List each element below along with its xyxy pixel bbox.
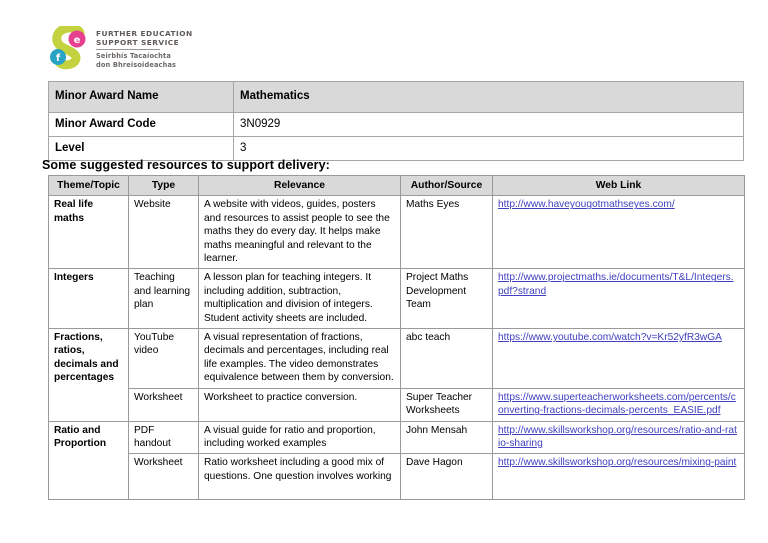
column-header-author: Author/Source bbox=[401, 176, 493, 196]
column-header-theme: Theme/Topic bbox=[49, 176, 129, 196]
cell-theme: Ratio and Proportion bbox=[49, 421, 129, 500]
weblink-4[interactable]: https://www.superteacherworksheets.com/percents/converting-fractions-decimals-percents_EASIE.pdf bbox=[498, 391, 736, 417]
logo-line-3: Seirbhís Tacaíochta bbox=[96, 52, 171, 61]
svg-text:f: f bbox=[55, 53, 61, 64]
cell-relevance: Worksheet to practice conversion. bbox=[199, 388, 401, 421]
award-level-value: 3 bbox=[234, 137, 744, 161]
logo-wordmark bbox=[96, 27, 193, 70]
cell-relevance: A visual guide for ratio and proportion, including worked examples bbox=[199, 421, 401, 454]
cell-relevance: A website with videos, guides, posters and resources to assist people to see the maths they do every day. It helps make maths meaningful and relevant to the learner. bbox=[199, 196, 401, 269]
cell-weblink bbox=[493, 421, 745, 454]
award-name-label: Minor Award Name bbox=[49, 82, 234, 113]
cell-weblink bbox=[493, 196, 745, 269]
cell-type: Teaching and learning plan bbox=[129, 269, 199, 329]
cell-relevance: Ratio worksheet including a good mix of questions. One question involves working bbox=[199, 454, 401, 500]
table-row bbox=[49, 454, 745, 500]
award-name-value: Mathematics bbox=[234, 82, 744, 113]
cell-weblink bbox=[493, 454, 745, 500]
column-header-type: Type bbox=[129, 176, 199, 196]
weblink-1[interactable]: http://www.haveyougotmathseyes.com/ bbox=[498, 199, 675, 211]
cell-author: John Mensah bbox=[401, 421, 493, 454]
award-code-value: 3N0929 bbox=[234, 113, 744, 137]
weblink-6[interactable]: http://www.skillsworkshop.org/resources/mixing-paint bbox=[498, 457, 737, 469]
logo-line-4: don Bhreisoideachas bbox=[96, 60, 177, 69]
weblink-5[interactable]: http://www.skillsworkshop.org/resources/ratio-and-ratio-sharing bbox=[498, 424, 737, 449]
column-header-weblink: Web Link bbox=[493, 176, 745, 196]
cell-theme: Real life maths bbox=[49, 196, 129, 269]
logo-line-1: FURTHER EDUCATION bbox=[96, 28, 193, 38]
table-row bbox=[49, 113, 744, 137]
cell-theme: Fractions, ratios, decimals and percentages bbox=[49, 329, 129, 421]
organisation-logo bbox=[46, 26, 193, 70]
cell-author: abc teach bbox=[401, 329, 493, 389]
suggested-resources-table bbox=[48, 175, 745, 500]
award-details-table bbox=[48, 81, 744, 161]
table-row bbox=[49, 137, 744, 161]
table-header-row bbox=[49, 176, 745, 196]
logo-divider bbox=[96, 49, 160, 50]
cell-type: Worksheet bbox=[129, 388, 199, 421]
cell-type: YouTube video bbox=[129, 329, 199, 389]
cell-author: Project Maths Development Team bbox=[401, 269, 493, 329]
award-level-label: Level bbox=[49, 137, 234, 161]
svg-text:e: e bbox=[73, 35, 81, 46]
table-row bbox=[49, 269, 745, 329]
logo-mark-icon bbox=[46, 26, 92, 70]
cell-relevance: A lesson plan for teaching integers. It including addition, subtraction, multiplication and division of integers. Student activity sheets are included. bbox=[199, 269, 401, 329]
cell-relevance: A visual representation of fractions, decimals and percentages, including real life examples. The video demonstrates equivalence between them by conversion. bbox=[199, 329, 401, 389]
table-row bbox=[49, 329, 745, 389]
cell-weblink bbox=[493, 388, 745, 421]
table-row bbox=[49, 196, 745, 269]
award-code-label: Minor Award Code bbox=[49, 113, 234, 137]
table-row bbox=[49, 82, 744, 113]
page-title: Some suggested resources to support delivery: bbox=[42, 158, 330, 172]
weblink-3[interactable]: https://www.youtube.com/watch?v=Kr52yfR3wGA bbox=[498, 332, 722, 344]
cell-type: Worksheet bbox=[129, 454, 199, 500]
logo-line-2: SUPPORT SERVICE bbox=[96, 37, 180, 47]
cell-theme: Integers bbox=[49, 269, 129, 329]
weblink-2[interactable]: http://www.projectmaths.ie/documents/T&L/Integers.pdf?strand bbox=[498, 272, 734, 297]
cell-author: Super Teacher Worksheets bbox=[401, 388, 493, 421]
table-row bbox=[49, 388, 745, 421]
cell-author: Maths Eyes bbox=[401, 196, 493, 269]
cell-type: PDF handout bbox=[129, 421, 199, 454]
table-row bbox=[49, 421, 745, 454]
cell-weblink bbox=[493, 329, 745, 389]
column-header-relevance: Relevance bbox=[199, 176, 401, 196]
cell-type: Website bbox=[129, 196, 199, 269]
cell-author: Dave Hagon bbox=[401, 454, 493, 500]
cell-weblink bbox=[493, 269, 745, 329]
